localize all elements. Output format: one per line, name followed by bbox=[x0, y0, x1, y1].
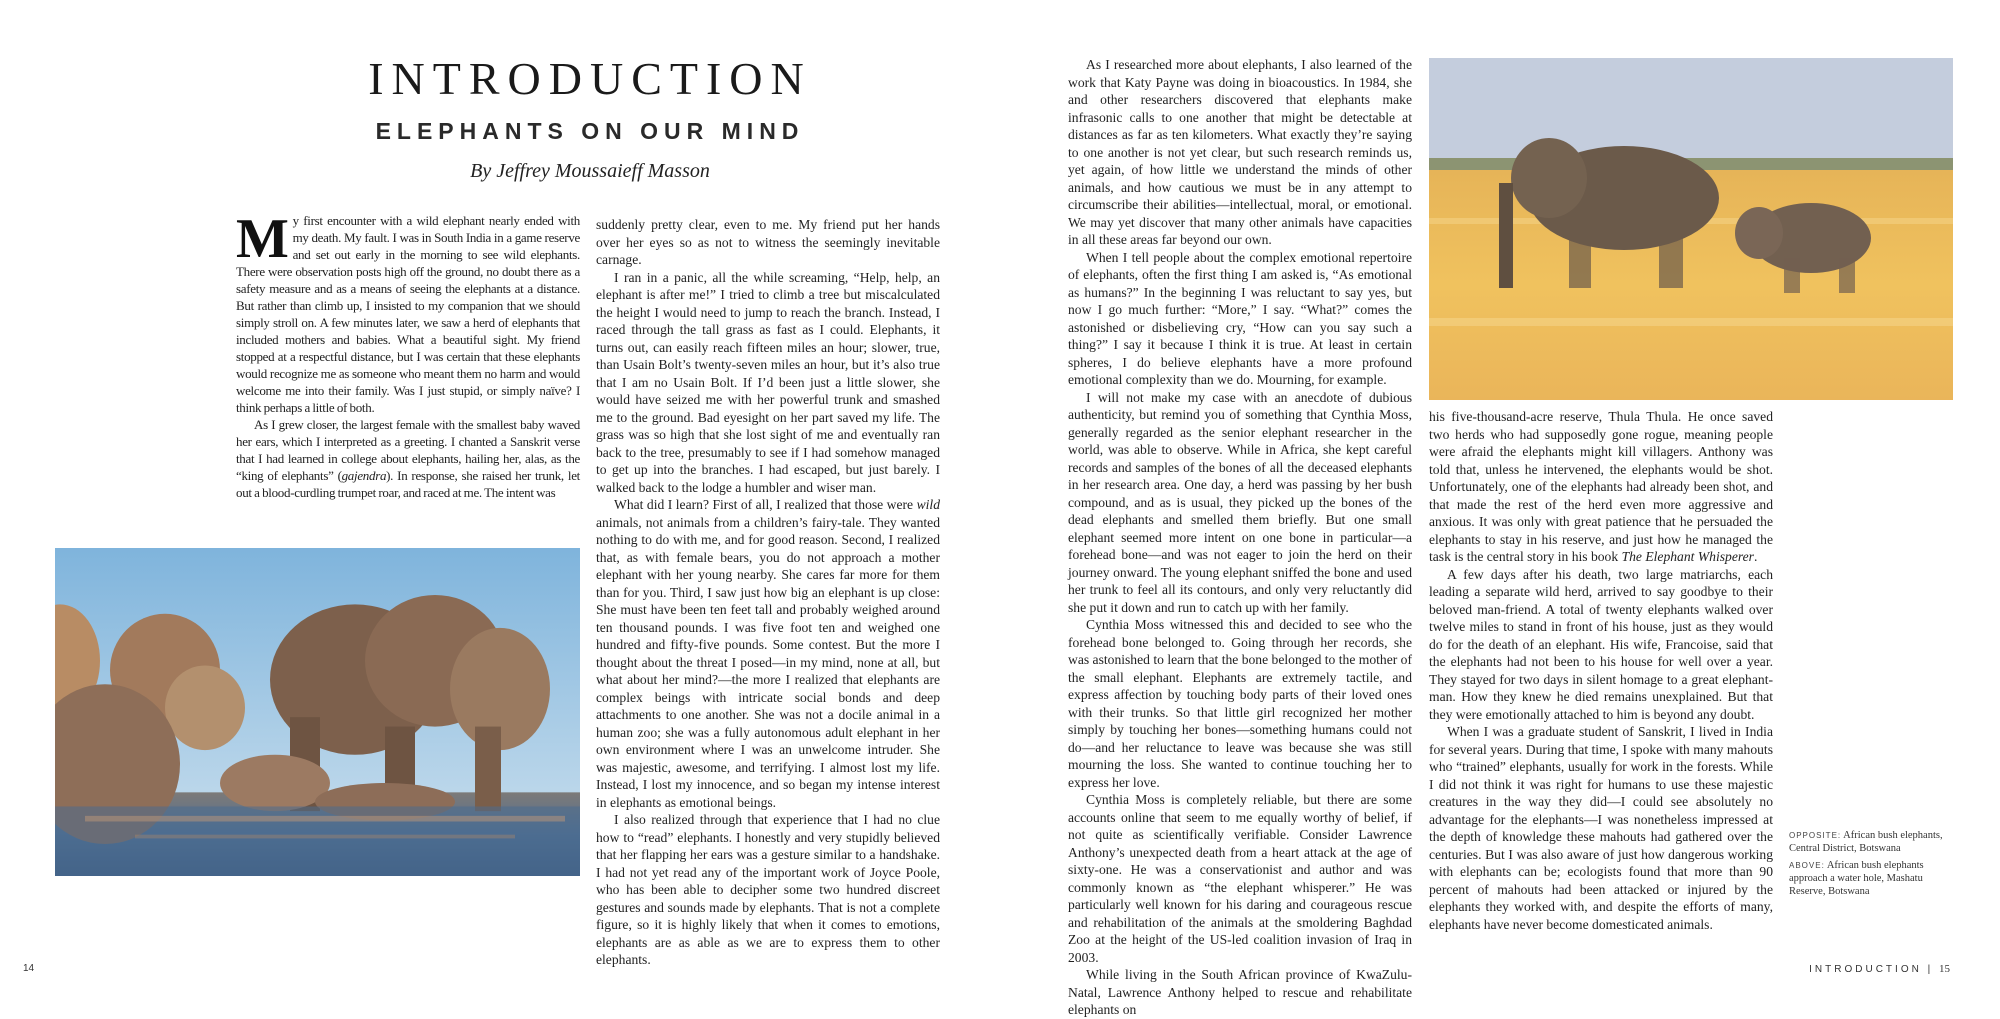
text-segment: ). In response, she raised her trunk, let out a blood-curdling trumpet roar, and raced at me. The intent was bbox=[236, 468, 580, 500]
paragraph bbox=[596, 496, 940, 811]
text-segment: animals, not animals from a children’s fairy-tale. They wanted nothing to do with me, and for good reason. Second, I realized that, as with female bears, you do not approach a mother elephant with her young nearby. She cares far more for them than for you. Third, I saw just how big an elephant is up close: She must have been ten feet tall and probably weighed around ten thousand pounds. I was five foot ten and weighed one hundred and fifty-five pounds. Some contest. But the more I thought about the threat I posed—in my mind, none at all, but what about her mind?—the more I realized that elephants are complex beings with intricate social bonds and deep attachments to one another. She was not a docile animal in a human zoo; she was a fully autonomous adult elephant in her own environment where I was an unwelcome intruder. She was majestic, awesome, and terrifying. I almost lost my life. Instead, I lost my innocence, and so began my intense interest in elephants as emotional beings. bbox=[596, 514, 940, 810]
text-segment: his five-thousand-acre reserve, Thula Thula. He once saved two herds who had supposedly gone rogue, meaning people were afraid the elephants might kill villagers. Anthony was told that, unless he intervened, the elephants would be shot. Unfortunately, one of the elephants had already been shot, and that made the rest of the herd even more aggressive and anxious. It was only with great patience that he persuaded the elephants to stay in his reserve, and just how he managed the task is the central story in his book bbox=[1429, 409, 1773, 564]
text-segment: When I tell people about the complex emotional repertoire of elephants, often the first thing I am asked is, “As emotional as humans?” In the beginning I was reluctant to say yes, but now I go much further: “More,” I say. “What?” comes the astonished or disbelieving cry, “How can you say such a thing?” I say it because I think it is true. At least in certain spheres, I do believe elephants have a more profound emotional complexity than we do. Mourning, for example. bbox=[1068, 249, 1412, 387]
caption-text: African bush elephants approach a water hole, Mashatu Reserve, Botswana bbox=[1789, 860, 1924, 897]
paragraph bbox=[596, 216, 940, 269]
italic-text: wild bbox=[916, 497, 940, 512]
text-segment: y first encounter with a wild elephant nearly ended with my death. My fault. I was in South India in a game reserve and set out early in the morning to see wild elephants. There were observation posts high off the ground, no doubt there as a safety measure and as a means of seeing the elephants at a distance. But rather than climb up, I insisted to my companion that we should simply stroll on. A few minutes later, we saw a herd of elephants that included mothers and babies. What a beautiful sight. My friend stopped at a respectful distance, but I was certain that these elephants would recognize me as someone who meant them no harm and would welcome me into their family. Was I just stupid, or simply naïve? I think perhaps a little of both. bbox=[236, 213, 580, 415]
footer-separator: | bbox=[1927, 964, 1934, 975]
paragraph bbox=[1429, 723, 1773, 933]
caption-above bbox=[1789, 859, 1954, 898]
italic-text: The Elephant Whisperer bbox=[1621, 549, 1754, 564]
text-segment: I ran in a panic, all the while screaming, “Help, help, an elephant is after me!” I tried to climb a tree but miscalculated the height I would need to jump to reach the branch. Instead, I raced through the tall grass as fast as I could. Elephants, it turns out, can easily reach fifteen miles an hour; slower, true, than Usain Bolt’s twenty-seven miles an hour, but it’s also true that I am no Usain Bolt. If I’d been just a little slower, she would have seized me with her powerful trunk and smashed me to the ground. Bad eyesight on her part saved my life. The grass was so high that she lost sight of me and eventually ran back to the tree, presumably to see if I had somehow managed to get up into the branches. I had escaped, but just barely. I walked back to the lodge a humbler and wiser man. bbox=[596, 269, 940, 495]
paragraph bbox=[1429, 408, 1773, 566]
page-number-left: 14 bbox=[23, 963, 35, 974]
italic-text: gajendra bbox=[341, 468, 387, 483]
right-page-column-1 bbox=[1068, 56, 1412, 1019]
text-segment: As I researched more about elephants, I also learned of the work that Katy Payne was doing in bioacoustics. In 1984, she and other researchers discovered that elephants make infrasonic calls to one another that might be detectable at distances as far as ten kilometers. What exactly they’re saying to one another is not yet clear, but such research reminds us, yet again, of how little we understand the minds of other animals, and how cautious we must be in any attempt to circumscribe their abilities—intellectual, moral, or emotional. We may yet discover that many other animals have capacities in all these areas far beyond our own. bbox=[1068, 57, 1412, 247]
paragraph bbox=[1429, 566, 1773, 724]
chapter-title: INTRODUCTION bbox=[368, 53, 812, 104]
paragraph bbox=[1068, 249, 1412, 389]
right-page-column-2 bbox=[1429, 408, 1773, 933]
text-segment: I will not make my case with an anecdote of dubious authenticity, but remind you of something that Cynthia Moss, generally regarded as the senior elephant researcher in the world, was able to observe. While in Africa, she kept careful records and samples of the bones of all the deceased elephants in her research area. One day, a herd was passing by her bush compound, and as is usual, they picked up the bones of the dead elephants and smelled them briefly. But one small elephant seemed more intent on one bone in particular—a forehead bone—and was not eager to join the herd on their journey onward. The young elephant sniffed the bone and used her trunk to feel all its contours, and only very reluctantly did she put it down and run to catch up with her family. bbox=[1068, 389, 1412, 615]
paragraph bbox=[236, 416, 580, 501]
paragraph bbox=[1068, 966, 1412, 1019]
text-segment: I also realized through that experience that I had no clue how to “read” elephants. I honestly and very stupidly believed that her flapping her ears was a gesture similar to a handshake. I had not yet read any of the important work of Joyce Poole, who has been able to decipher some two hundred discreet gestures and sounds made by elephants. That is not a complete figure, so it is highly likely that when it comes to emotions, elephants are as able as we are to express them to other elephants. bbox=[596, 812, 940, 967]
photo-running-elephants bbox=[1429, 58, 1953, 400]
text-segment: . bbox=[1753, 549, 1758, 564]
caption-text: African bush elephants, Central District, Botswana bbox=[1789, 830, 1943, 854]
page-number-right: 15 bbox=[1939, 963, 1950, 975]
left-page-column-2 bbox=[596, 216, 940, 969]
paragraph bbox=[236, 208, 580, 416]
left-page-column-1 bbox=[236, 208, 580, 501]
paragraph bbox=[596, 269, 940, 497]
running-footer-label: INTRODUCTION bbox=[1809, 964, 1922, 975]
paragraph bbox=[1068, 791, 1412, 966]
text-segment: suddenly pretty clear, even to me. My friend put her hands over her eyes so as not to witness the seemingly inevitable carnage. bbox=[596, 217, 940, 267]
paragraph bbox=[596, 811, 940, 969]
text-segment: As I grew closer, the largest female with the smallest baby waved her ears, which I interpreted as a greeting. I chanted a Sanskrit verse that I had learned in college about elephants, hailing her, alas, as the “king of elephants” ( bbox=[236, 417, 580, 483]
photo-captions bbox=[1789, 829, 1954, 902]
caption-opposite bbox=[1789, 829, 1954, 855]
photo-elephants-at-waterhole bbox=[55, 548, 580, 876]
paragraph bbox=[1068, 56, 1412, 249]
paragraph bbox=[1068, 389, 1412, 617]
paragraph bbox=[1068, 616, 1412, 791]
caption-label: ABOVE: bbox=[1789, 861, 1825, 870]
text-segment: When I was a graduate student of Sanskrit, I lived in India for several years. During that time, I spoke with many mahouts who “trained” elephants, usually for work in the forests. While I did not think it was right for humans to use these majestic creatures in the way they did—I could see absolutely no advantage for the elephants—I was nonetheless impressed at the depth of knowledge these mahouts had gathered over the centuries. But I was also aware of just how dangerous working with elephants can be; ecologists found that more than 90 percent of mahouts had been attacked or injured by the elephants they worked with, and despite the efforts of many, elephants have never become domesticated animals. bbox=[1429, 724, 1773, 932]
text-segment: While living in the South African province of KwaZulu-Natal, Lawrence Anthony helped to rescue and rehabilitate elephants on bbox=[1068, 967, 1412, 1017]
text-segment: A few days after his death, two large matriarchs, each leading a separate wild herd, arrived to say goodbye to their beloved man-friend. A total of twenty elephants walked over twelve miles to stand in front of his house, just as they would do for the death of an elephant. His wife, Francoise, said that the elephants had not been to his house for well over a year. They stayed for two days in silent homage to a great elephant-man. How they knew he died remains unexplained. But that they were emotionally attached to him is beyond any doubt. bbox=[1429, 566, 1773, 722]
text-segment: What did I learn? First of all, I realized that those were bbox=[614, 497, 917, 512]
chapter-subtitle: ELEPHANTS ON OUR MIND bbox=[375, 118, 805, 144]
caption-label: OPPOSITE: bbox=[1789, 831, 1842, 840]
text-segment: Cynthia Moss witnessed this and decided to see who the forehead bone belonged to. Going through her records, she was astonished to learn that the bone belonged to the mother of the small elephant. Elephants are extremely tactile, and express affection by touching body parts of their loved ones with their trunks. So that little girl recognized her mother simply by touching her bones—something humans could not do—and her reluctance to leave was because she was still mourning the loss. She wanted to continue touching her to express her love. bbox=[1068, 617, 1412, 790]
drop-cap: M bbox=[236, 208, 289, 270]
byline: By Jeffrey Moussaieff Masson bbox=[470, 160, 710, 182]
text-segment: Cynthia Moss is completely reliable, but there are some accounts online that seem to me equally worthy of belief, if not quite as scientifically verifiable. Consider Lawrence Anthony’s unexpected death from a heart attack at the age of sixty-one. He was a conservationist and author and was commonly known as “the elephant whisperer.” He was particularly well known for his daring and courageous rescue and rehabilitation of the animals at the smoldering Baghdad Zoo at the height of the US-led coalition invasion of Iraq in 2003. bbox=[1068, 792, 1412, 965]
running-footer-right bbox=[1809, 963, 1950, 975]
